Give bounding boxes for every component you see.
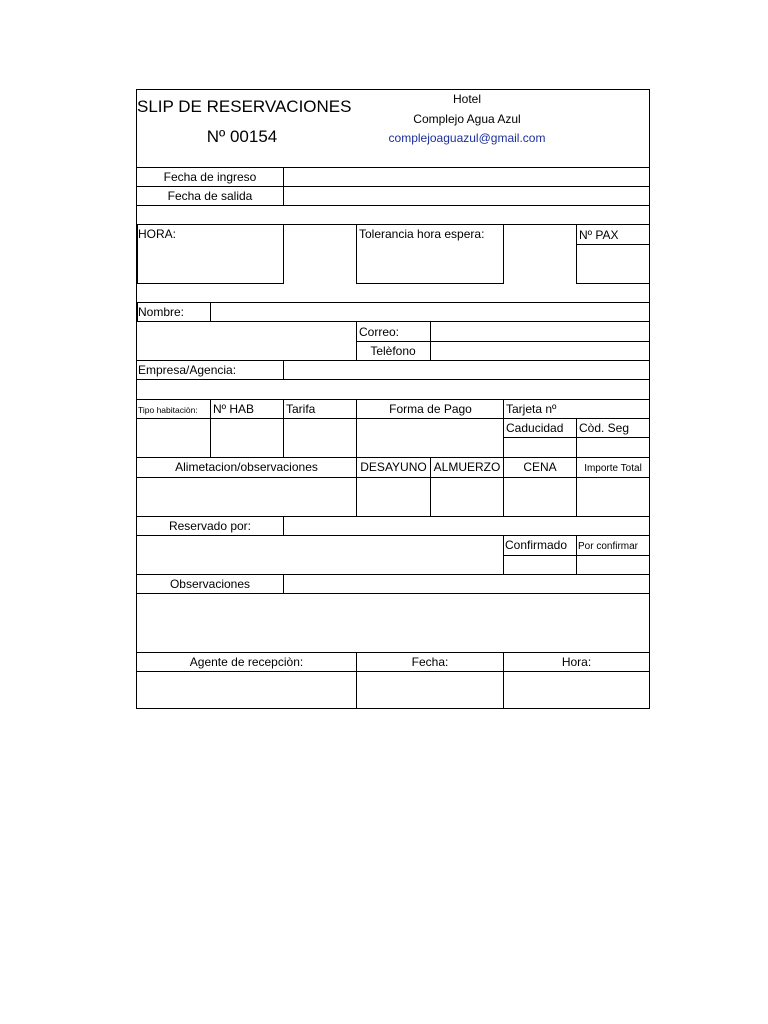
check-in-date-field[interactable] — [284, 168, 649, 186]
name-label: Nombre: — [138, 305, 185, 319]
lunch-label: ALMUERZO — [433, 460, 501, 474]
email-label: Correo: — [359, 325, 400, 339]
hotel-name: Complejo Agua Azul — [413, 112, 521, 126]
total-amount-field[interactable] — [577, 478, 649, 515]
confirmed-label: Confirmado — [505, 538, 568, 552]
observations-field[interactable] — [138, 594, 649, 651]
check-out-date-field[interactable] — [284, 187, 649, 205]
dinner-label: CENA — [523, 460, 557, 474]
reserved-by-label: Reservado por: — [168, 519, 252, 533]
slip-number: Nº 00154 — [206, 127, 278, 146]
room-number-label: Nº HAB — [213, 402, 255, 416]
phone-label: Telèfono — [370, 344, 416, 358]
observations-label: Observaciones — [169, 577, 251, 591]
rate-field[interactable] — [284, 419, 356, 456]
room-number-field[interactable] — [211, 419, 283, 456]
footer-date-field[interactable] — [357, 672, 503, 708]
pending-confirmation-label: Por confirmar — [578, 541, 639, 552]
security-code-label: Còd. Seg — [579, 421, 630, 435]
wait-tolerance-label: Tolerancia hora espera: — [359, 227, 485, 241]
confirmed-checkbox[interactable] — [504, 556, 576, 574]
expiry-label: Caducidad — [506, 421, 564, 435]
footer-date-label: Fecha: — [411, 655, 449, 669]
check-out-date-label: Fecha de salida — [167, 189, 253, 203]
total-amount-label: Importe Total — [584, 463, 642, 474]
email-field[interactable] — [431, 322, 649, 340]
pax-label: Nº PAX — [579, 228, 619, 242]
lunch-field[interactable] — [431, 478, 503, 515]
reservation-slip-form — [136, 89, 650, 709]
meals-label: Alimetacion/observaciones — [175, 460, 318, 474]
reception-agent-field[interactable] — [138, 672, 356, 708]
arrival-time-label: HORA: — [138, 227, 177, 241]
card-number-label: Tarjeta nº — [506, 402, 557, 416]
hotel-label: Hotel — [452, 92, 481, 106]
company-field[interactable] — [284, 361, 649, 379]
meals-observations-field[interactable] — [138, 478, 356, 515]
name-field[interactable] — [212, 303, 649, 321]
rate-label: Tarifa — [286, 402, 316, 416]
room-type-label: Tipo habitaciòn: — [138, 405, 198, 415]
hotel-email: complejoaguazul@gmail.com — [388, 131, 546, 145]
room-type-field[interactable] — [138, 419, 210, 456]
breakfast-label: DESAYUNO — [360, 460, 427, 474]
footer-time-field[interactable] — [504, 672, 649, 708]
dinner-field[interactable] — [504, 478, 576, 515]
pending-confirmation-checkbox[interactable] — [577, 556, 649, 574]
payment-method-field[interactable] — [357, 419, 503, 456]
check-in-date-label: Fecha de ingreso — [163, 170, 257, 184]
footer-time-label: Hora: — [561, 655, 592, 669]
form-title: SLIP DE RESERVACIONES — [137, 97, 352, 116]
reserved-by-field[interactable] — [284, 517, 649, 535]
reception-agent-label: Agente de recepciòn: — [189, 655, 304, 669]
payment-method-label: Forma de Pago — [389, 402, 472, 416]
company-label: Empresa/Agencia: — [138, 363, 237, 377]
breakfast-field[interactable] — [357, 478, 430, 515]
phone-field[interactable] — [431, 342, 649, 360]
